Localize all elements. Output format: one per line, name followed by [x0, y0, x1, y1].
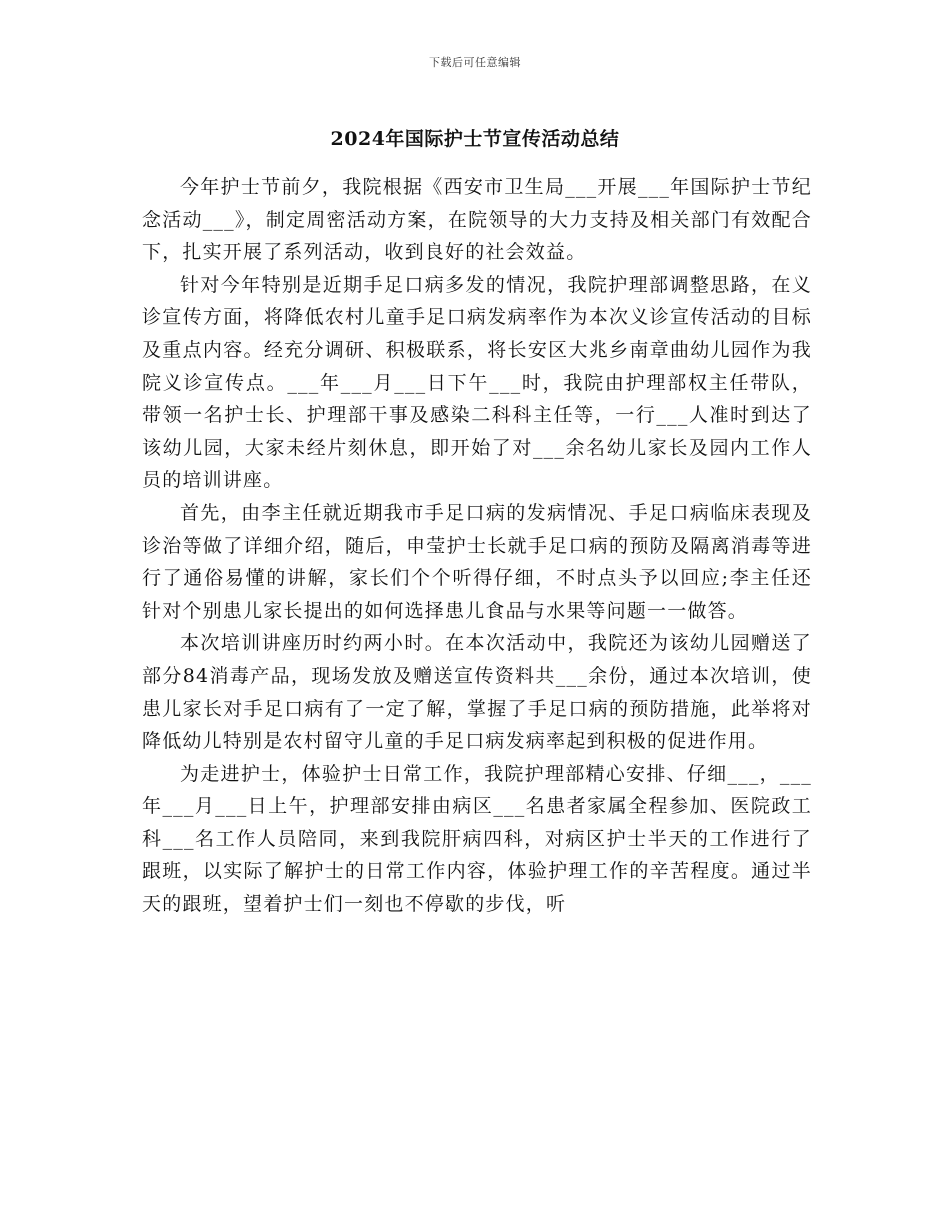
paragraph-3: 首先，由李主任就近期我市手足口病的发病情况、手足口病临床表现及诊治等做了详细介绍，随后，申莹护士长就手足口病的预防及隔离消毒等进行了通俗易懂的讲解，家长们个个听得仔细，不时点头予以回应;李主任还针对个别患儿家长提出的如何选择患儿食品与水果等问题一一做答。: [142, 501, 812, 622]
document-body: [142, 171, 812, 921]
page-header-note: 下载后可任意编辑: [429, 56, 521, 69]
paragraph-2: 针对今年特别是近期手足口病多发的情况，我院护理部调整思路，在义诊宣传方面，将降低农村儿童手足口病发病率作为本次义诊宣传活动的目标及重点内容。经充分调研、积极联系，将长安区大兆乡南章曲幼儿园作为我院义诊宣传点。___年___月___日下午___时，我院由护理部权主任带队，带领一名护士长、护理部干事及感染二科科主任等，一行___人准时到达了该幼儿园，大家未经片刻休息，即开始了对___余名幼儿家长及园内工作人员的培训讲座。: [142, 273, 812, 492]
document-title: 2024年国际护士节宣传活动总结: [330, 128, 620, 150]
paragraph-1: 今年护士节前夕，我院根据《西安市卫生局___开展___年国际护士节纪念活动___》，制定周密活动方案，在院领导的大力支持及相关部门有效配合下，扎实开展了系列活动，收到良好的社会效益。: [142, 176, 812, 264]
paragraph-5: 为走进护士，体验护士日常工作，我院护理部精心安排、仔细___，___年___月___日上午，护理部安排由病区___名患者家属全程参加、医院政工科___名工作人员陪同，来到我院肝病四科，对病区护士半天的工作进行了跟班，以实际了解护士的日常工作内容，体验护理工作的辛苦程度。通过半天的跟班，望着护士们一刻也不停歇的步伐，听: [142, 762, 812, 916]
paragraph-4: 本次培训讲座历时约两小时。在本次活动中，我院还为该幼儿园赠送了部分84消毒产品，现场发放及赠送宣传资料共___余份，通过本次培训，使患儿家长对手足口病有了一定了解，掌握了手足口病的预防措施，此举将对降低幼儿特别是农村留守儿童的手足口病发病率起到积极的促进作用。: [142, 632, 812, 753]
